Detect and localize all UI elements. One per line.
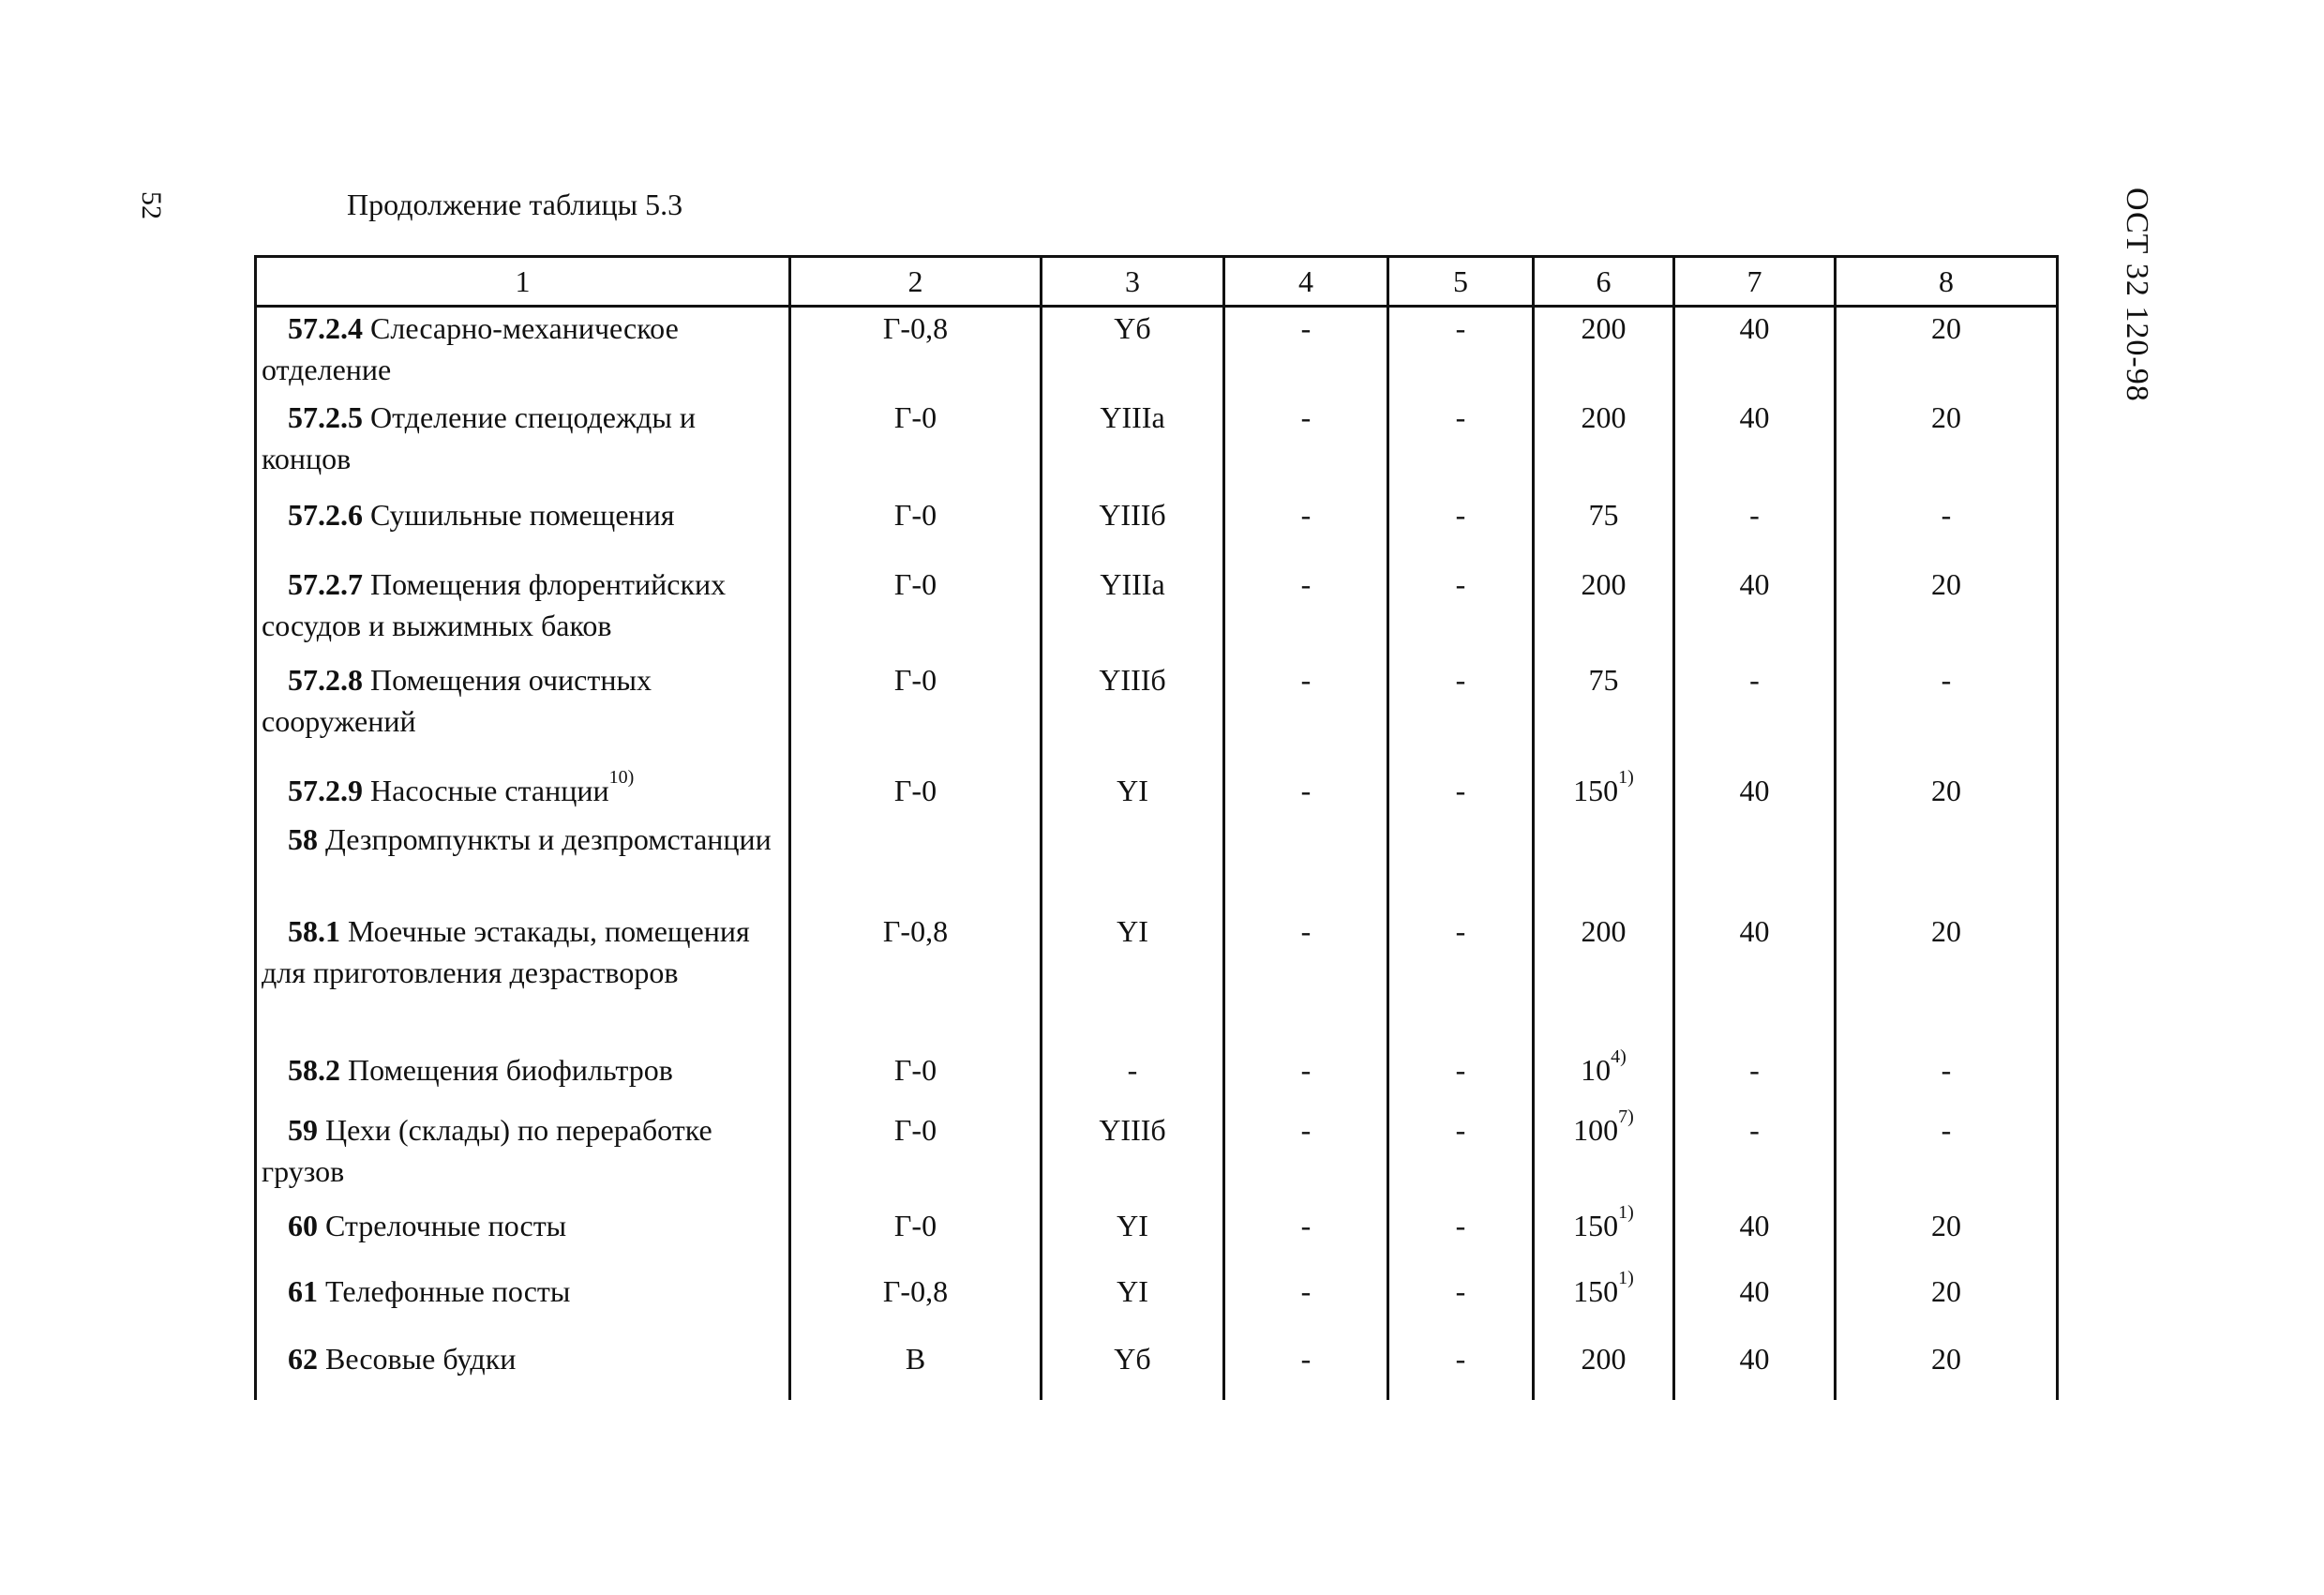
item-text: Помещения очистных сооружений: [262, 662, 652, 738]
item-number: 61: [288, 1273, 318, 1308]
cell-col4: -: [1224, 770, 1388, 819]
cell-col2: В: [790, 1338, 1042, 1400]
cell-col6-value: 200: [1581, 913, 1627, 948]
column-header-2: 2: [790, 257, 1042, 307]
cell-col7: 40: [1674, 564, 1836, 659]
room-name-cell: [256, 910, 790, 1049]
cell-col5: -: [1388, 494, 1534, 564]
cell-col7: 40: [1674, 397, 1836, 494]
column-header-8: 8: [1836, 257, 2058, 307]
lighting-norms-table: [254, 255, 2056, 1400]
column-header-6: 6: [1534, 257, 1674, 307]
item-text: Отделение спецодежды и концов: [262, 399, 697, 475]
cell-col2: Г-0: [790, 1205, 1042, 1271]
cell-col3: YIIIa: [1042, 564, 1224, 659]
item-number: 57.2.4: [288, 311, 363, 345]
table-row: [256, 397, 2058, 494]
column-header-4: 4: [1224, 257, 1388, 307]
item-number: 57.2.5: [288, 399, 363, 434]
item-number: 57.2.9: [288, 773, 363, 807]
cell-col6: [1534, 910, 1674, 1049]
footnote-ref: 1): [1618, 1201, 1634, 1223]
room-name-cell: [256, 766, 790, 819]
cell-col2: [790, 819, 1042, 910]
item-text: Сушильные помещения: [370, 497, 675, 532]
cell-col7: [1674, 819, 1836, 910]
room-name-cell: [256, 819, 790, 910]
cell-col4: -: [1224, 910, 1388, 1049]
cell-col8: 20: [1836, 397, 2058, 494]
cell-col7: 40: [1674, 307, 1836, 397]
item-number: 57.2.8: [288, 662, 363, 697]
cell-col6: [1534, 1201, 1674, 1271]
cell-col3: YI: [1042, 770, 1224, 819]
item-number: 57.2.6: [288, 497, 363, 532]
cell-col7: 40: [1674, 1271, 1836, 1338]
cell-col3: YI: [1042, 1205, 1224, 1271]
cell-col4: -: [1224, 659, 1388, 770]
cell-col6: [1534, 494, 1674, 564]
cell-col5: -: [1388, 770, 1534, 819]
cell-col8: 20: [1836, 1205, 2058, 1271]
cell-col3: -: [1042, 1049, 1224, 1109]
cell-col7: 40: [1674, 910, 1836, 1049]
cell-col6: [1534, 1267, 1674, 1338]
table: [254, 255, 2059, 1400]
cell-col2: Г-0: [790, 770, 1042, 819]
table-row: [256, 1205, 2058, 1271]
cell-col5: -: [1388, 1338, 1534, 1400]
cell-col8: 20: [1836, 1338, 2058, 1400]
cell-col6-value: 150: [1573, 1208, 1619, 1242]
document-code: ОСТ 32 120-98: [2120, 188, 2154, 402]
cell-col4: -: [1224, 307, 1388, 397]
cell-col5: -: [1388, 564, 1534, 659]
cell-col2: Г-0,8: [790, 910, 1042, 1049]
table-row: [256, 819, 2058, 910]
cell-col5: -: [1388, 1205, 1534, 1271]
item-text: Телефонные посты: [325, 1273, 571, 1308]
cell-col8: 20: [1836, 307, 2058, 397]
cell-col2: Г-0,8: [790, 1271, 1042, 1338]
cell-col2: Г-0: [790, 397, 1042, 494]
cell-col7: -: [1674, 659, 1836, 770]
cell-col8: 20: [1836, 770, 2058, 819]
cell-col3: Yб: [1042, 307, 1224, 397]
column-header-1: 1: [256, 257, 790, 307]
cell-col6-value: 200: [1581, 399, 1627, 434]
cell-col5: -: [1388, 307, 1534, 397]
cell-col4: -: [1224, 397, 1388, 494]
cell-col5: -: [1388, 1109, 1534, 1205]
cell-col5: -: [1388, 1049, 1534, 1109]
cell-col3: YIIIб: [1042, 494, 1224, 564]
room-name-cell: [256, 564, 790, 659]
cell-col4: -: [1224, 1271, 1388, 1338]
cell-col6: [1534, 307, 1674, 397]
cell-col7: -: [1674, 494, 1836, 564]
cell-col3: Yб: [1042, 1338, 1224, 1400]
cell-col6-value: 75: [1588, 662, 1619, 697]
cell-col8: 20: [1836, 564, 2058, 659]
item-text: Весовые будки: [325, 1341, 517, 1376]
footnote-ref: 4): [1611, 1046, 1627, 1067]
cell-col2: Г-0: [790, 1049, 1042, 1109]
cell-col6-value: 200: [1581, 566, 1627, 601]
footnote-ref: 1): [1618, 766, 1634, 788]
cell-col2: Г-0: [790, 1109, 1042, 1205]
cell-col6-value: 150: [1573, 773, 1619, 807]
cell-col5: -: [1388, 910, 1534, 1049]
item-text: Помещения биофильтров: [348, 1052, 673, 1087]
cell-col6: [1534, 766, 1674, 819]
item-text: Слесарно-механическое отделение: [262, 311, 679, 386]
table-row: [256, 910, 2058, 1049]
cell-col5: -: [1388, 659, 1534, 770]
cell-col6: [1534, 1046, 1674, 1109]
cell-col6-value: 150: [1573, 1273, 1619, 1308]
cell-col6-value: 75: [1588, 497, 1619, 532]
item-text: Помещения флорентийских сосудов и выжимных баков: [262, 566, 727, 642]
cell-col8: -: [1836, 1109, 2058, 1205]
footnote-ref: 1): [1618, 1267, 1634, 1288]
cell-col8: -: [1836, 659, 2058, 770]
table-row: [256, 307, 2058, 397]
column-header-5: 5: [1388, 257, 1534, 307]
cell-col2: Г-0: [790, 659, 1042, 770]
cell-col6-value: 10: [1581, 1052, 1612, 1087]
cell-col5: [1388, 819, 1534, 910]
cell-col3: YIIIб: [1042, 1109, 1224, 1205]
item-text: Дезпромпункты и дезпромстанции: [325, 821, 772, 856]
cell-col8: -: [1836, 1049, 2058, 1109]
cell-col4: [1224, 819, 1388, 910]
cell-col7: 40: [1674, 1338, 1836, 1400]
footnote-ref: 10): [608, 766, 635, 788]
cell-col3: YIIIб: [1042, 659, 1224, 770]
table-row: [256, 770, 2058, 819]
footnote-ref: 7): [1618, 1106, 1634, 1127]
cell-col2: Г-0,8: [790, 307, 1042, 397]
cell-col4: -: [1224, 494, 1388, 564]
cell-col7: 40: [1674, 770, 1836, 819]
cell-col4: -: [1224, 1338, 1388, 1400]
cell-col8: -: [1836, 494, 2058, 564]
room-name-cell: [256, 494, 790, 564]
table-row: [256, 494, 2058, 564]
table-row: [256, 564, 2058, 659]
table-caption: Продолжение таблицы 5.3: [347, 188, 683, 221]
cell-col5: -: [1388, 1271, 1534, 1338]
cell-col6: [1534, 659, 1674, 770]
cell-col6-value: 100: [1573, 1112, 1619, 1147]
page-number: 52: [136, 191, 167, 219]
cell-col4: -: [1224, 564, 1388, 659]
table-row: [256, 1049, 2058, 1109]
cell-col3: YI: [1042, 1271, 1224, 1338]
cell-col6: [1534, 1106, 1674, 1205]
cell-col2: Г-0: [790, 564, 1042, 659]
cell-col8: 20: [1836, 1271, 2058, 1338]
room-name-cell: [256, 1271, 790, 1338]
cell-col6: [1534, 564, 1674, 659]
item-number: 58.2: [288, 1052, 340, 1087]
room-name-cell: [256, 659, 790, 770]
table-row: [256, 1338, 2058, 1400]
room-name-cell: [256, 1338, 790, 1400]
room-name-cell: [256, 1049, 790, 1109]
cell-col3: YI: [1042, 910, 1224, 1049]
room-name-cell: [256, 397, 790, 494]
item-number: 58: [288, 821, 318, 856]
table-row: [256, 1271, 2058, 1338]
item-text: Насосные станции: [370, 773, 609, 807]
column-header-7: 7: [1674, 257, 1836, 307]
item-number: 57.2.7: [288, 566, 363, 601]
cell-col5: -: [1388, 397, 1534, 494]
cell-col7: 40: [1674, 1205, 1836, 1271]
cell-col4: -: [1224, 1109, 1388, 1205]
cell-col4: -: [1224, 1205, 1388, 1271]
table-row: [256, 1109, 2058, 1205]
item-number: 58.1: [288, 913, 340, 948]
cell-col6-value: 200: [1581, 1341, 1627, 1376]
cell-col3: YIIIa: [1042, 397, 1224, 494]
item-text: Цехи (склады) по переработке грузов: [262, 1112, 712, 1188]
room-name-cell: [256, 1109, 790, 1205]
cell-col7: -: [1674, 1049, 1836, 1109]
cell-col6: [1534, 1338, 1674, 1400]
cell-col4: -: [1224, 1049, 1388, 1109]
item-text: Стрелочные посты: [325, 1208, 567, 1242]
column-header-3: 3: [1042, 257, 1224, 307]
cell-col8: 20: [1836, 910, 2058, 1049]
cell-col6-value: 200: [1581, 311, 1627, 345]
cell-col6: [1534, 397, 1674, 494]
table-row: [256, 659, 2058, 770]
item-number: 62: [288, 1341, 318, 1376]
table-header-row: [256, 257, 2058, 307]
cell-col2: Г-0: [790, 494, 1042, 564]
item-number: 60: [288, 1208, 318, 1242]
cell-col3: [1042, 819, 1224, 910]
room-name-cell: [256, 1205, 790, 1271]
item-number: 59: [288, 1112, 318, 1147]
cell-col6: [1534, 819, 1674, 910]
item-text: Моечные эстакады, помещения для приготовления дезрастворов: [262, 913, 750, 989]
cell-col8: [1836, 819, 2058, 910]
cell-col7: -: [1674, 1109, 1836, 1205]
room-name-cell: [256, 307, 790, 397]
